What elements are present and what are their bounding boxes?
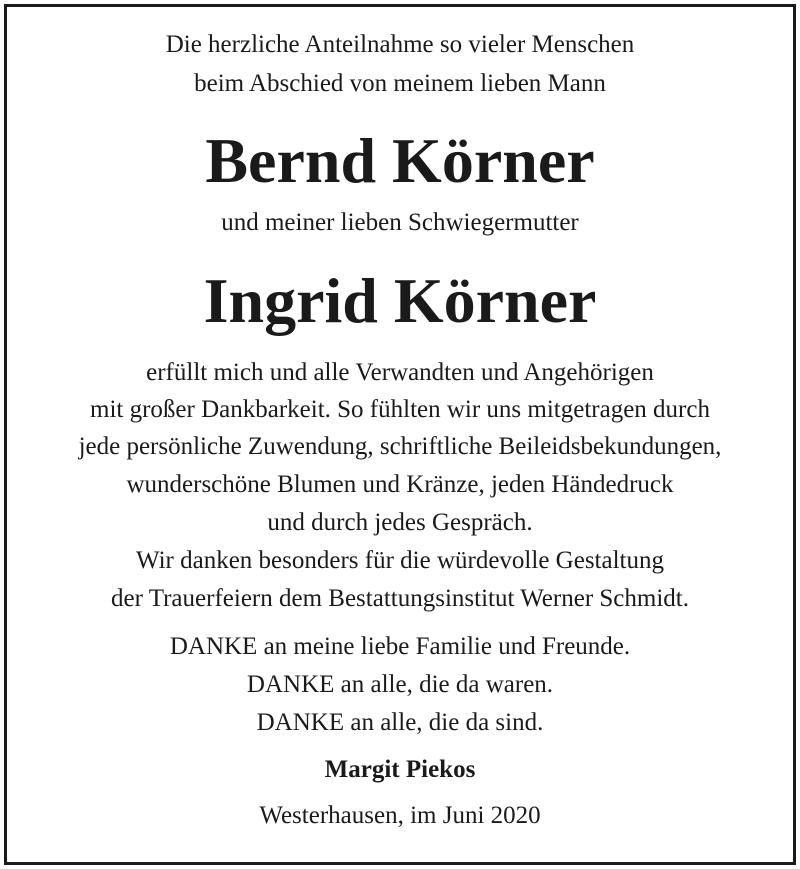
- intro-line-1: Die herzliche Anteilnahme so vieler Menschen: [165, 31, 635, 58]
- signature: Margit Piekos: [324, 756, 476, 783]
- body-line-2: mit großer Dankbarkeit. So fühlten wir uns mitgetragen durch: [90, 396, 710, 423]
- thanks-line-1: DANKE an meine liebe Familie und Freunde.: [169, 633, 631, 660]
- deceased-name-1: Bernd Körner: [205, 125, 595, 196]
- body-line-3: jede persönliche Zuwendung, schriftliche Beileidsbekundungen,: [78, 433, 722, 460]
- deceased-name-2: Ingrid Körner: [203, 265, 597, 336]
- thanks-line-3: DANKE an alle, die da sind.: [256, 709, 544, 736]
- body-line-6: Wir danken besonders für die würdevolle Gestaltung: [135, 547, 664, 574]
- body-line-7: der Trauerfeiern dem Bestattungsinstitut Werner Schmidt.: [111, 585, 689, 612]
- body-line-1: erfüllt mich und alle Verwandten und Angehörigen: [146, 359, 654, 386]
- connector-line: und meiner lieben Schwiegermutter: [221, 209, 579, 236]
- place-date: Westerhausen, im Juni 2020: [259, 802, 541, 829]
- intro-line-2: beim Abschied von meinem lieben Mann: [194, 70, 606, 97]
- thanks-line-2: DANKE an alle, die da waren.: [246, 671, 554, 698]
- body-line-4: wunderschöne Blumen und Kränze, jeden Händedruck: [126, 471, 674, 498]
- body-line-5: und durch jedes Gespräch.: [267, 509, 533, 536]
